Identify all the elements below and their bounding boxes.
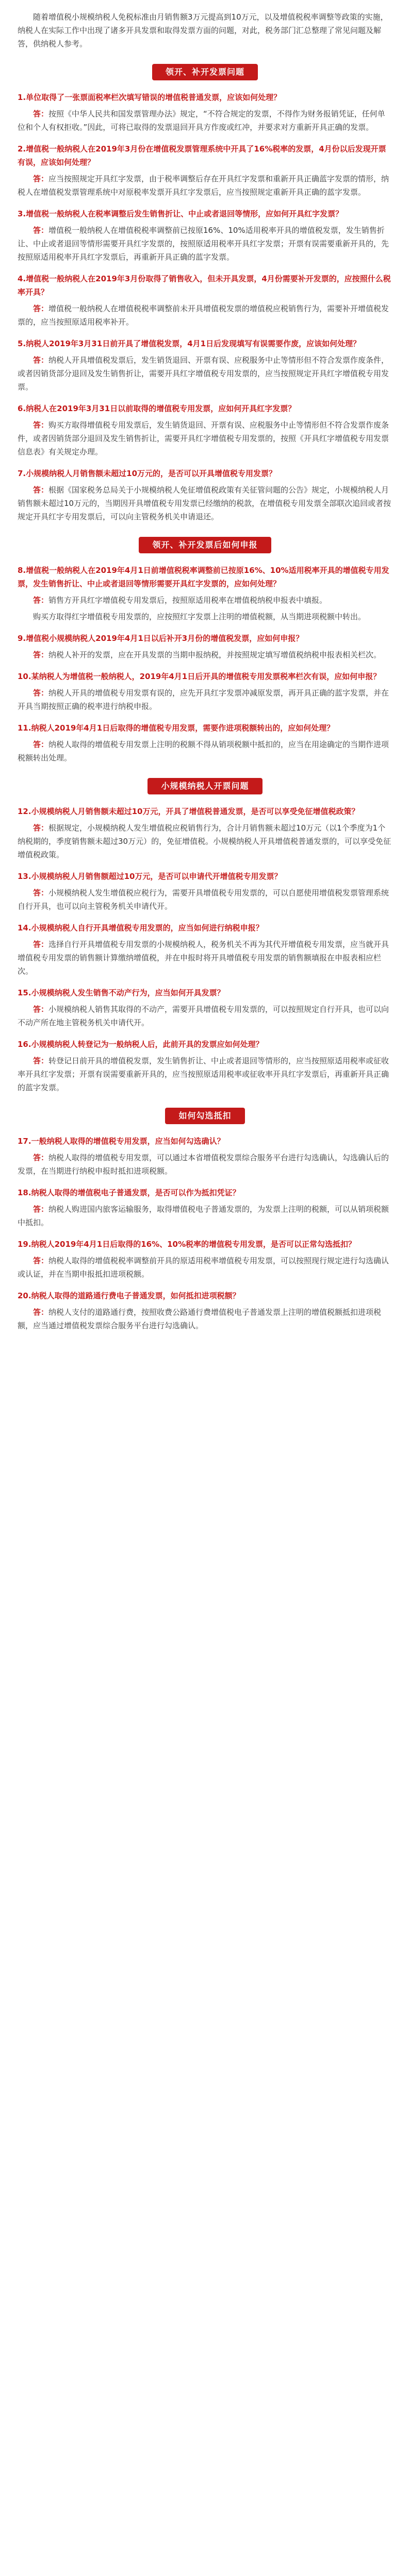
qa-item: [18, 1134, 392, 1178]
question: 8.增值税一般纳税人在2019年4月1日前增值税税率调整前已按原16%、10%适用税率开具的增值税专用发票，发生销售折让、中止或者退回等情形需要开具红字发票的，应如何处理？: [18, 566, 389, 588]
answer-paragraph: 答：增值税一般纳税人在增值税税率调整前已按原16%、10%适用税率开具的增值税发票，发生销售折让、中止或者退回等情形需要开具红字发票的，按照原适用税率开具红字发票；开票有误需要重新开具的，先按照原适用税率开具红字发票后，再重新开具正确的蓝字发票。: [18, 226, 389, 262]
question: 10.某纳税人为增值税一般纳税人，2019年4月1日后开具的增值税专用发票税率栏次有误，应如何申报？: [18, 672, 381, 681]
answer-label: 答：: [33, 1205, 49, 1214]
answer-paragraph: 答：选择自行开具增值税专用发票的小规模纳税人，税务机关不再为其代开增值税专用发票，应当就开具增值税专用发票的销售额计算缴纳增值税，并在申报时将开具增值税专用发票的销售额填报在申报表相应栏次。: [18, 940, 389, 976]
qa-item: [18, 272, 392, 329]
answer-label: 答：: [33, 1256, 49, 1265]
qa-item: [18, 632, 392, 662]
qa-item: [18, 207, 392, 264]
qa-item: [18, 402, 392, 459]
qa-item: [18, 337, 392, 394]
question: 6.纳税人在2019年3月31日以前取得的增值税专用发票，应如何开具红字发票？: [18, 404, 296, 413]
answer-paragraph: 答：转登记日前开具的增值税发票，发生销售折让、中止或者退回等情形的，应当按照原适用税率或征收率开具红字发票；开票有误需要重新开具的，应当按照原适用税率或征收率开具红字发票后，再重新开具正确的蓝字发票。: [18, 1056, 389, 1092]
question: 14.小规模纳税人自行开具增值税专用发票的，应当如何进行纳税申报？: [18, 923, 264, 933]
section-title: 领开、补开发票问题: [152, 64, 258, 80]
qa-item: [18, 986, 392, 1029]
answer-paragraph: 答：纳税人支付的道路通行费，按照收费公路通行费增值税电子普通发票上注明的增值税额抵扣进项税额，应当通过增值税发票综合服务平台进行勾选确认。: [18, 1308, 382, 1330]
intro-paragraph: 随着增值税小规模纳税人免税标准由月销售额3万元提高到10万元，以及增值税税率调整等政策的实施，纳税人在实际工作中出现了诸多开具发票和取得发票方面的问题，对此，税务部门汇总整理了常见问题及解答，供纳税人参考。: [18, 12, 388, 48]
answer-paragraph: 答：根据《国家税务总局关于小规模纳税人免征增值税政策有关征管问题的公告》规定，小规模纳税人月销售额未超过10万元的，当期因开具增值税专用发票已经缴纳的税款，在增值税专用发票全部联次追回或者按规定开具红字专用发票后，可以向主管税务机关申请退还。: [18, 485, 391, 521]
answer-label: 答：: [33, 823, 49, 833]
question: 15.小规模纳税人发生销售不动产行为，应当如何开具发票？: [18, 988, 225, 997]
answer-paragraph: 答：纳税人取得的增值税专用发票，可以通过本省增值税发票综合服务平台进行勾选确认，勾选确认后的发票，在当期进行纳税申报时抵扣进项税额。: [18, 1153, 389, 1176]
question: 20.纳税人取得的道路通行费电子普通发票，如何抵扣进项税额？: [18, 1291, 240, 1300]
question: 19.纳税人2019年4月1日后取得的16%、10%税率的增值税专用发票，是否可以正常勾选抵扣？: [18, 1240, 356, 1249]
answer-label: 答：: [33, 355, 49, 365]
answer-label: 答：: [33, 1056, 49, 1065]
section-banner-wrap: [18, 1108, 392, 1124]
question: 5.纳税人2019年3月31日前开具了增值税发票，4月1日后发现填写有误需要作废，应该如何处理？: [18, 339, 361, 348]
answer-paragraph: 答：按照《中华人民共和国发票管理办法》规定，“不符合规定的发票，不得作为财务报销凭证，任何单位和个人有权拒收。”因此，可将已取得的发票退回开具方作废或红冲，并要求对方重新开具正确的发票。: [18, 109, 385, 132]
question: 1.单位取得了一张票面税率栏次填写错误的增值税普通发票，应该如何处理？: [18, 93, 282, 102]
question: 18.纳税人取得的增值税电子普通发票，是否可以作为抵扣凭证？: [18, 1188, 240, 1197]
answer-paragraph: 答：销售方开具红字增值税专用发票后，按照原适用税率在增值税纳税申报表中填报。: [33, 596, 327, 605]
qa-item: [18, 805, 392, 861]
answer-paragraph: 答：纳税人取得的增值税专用发票上注明的税额不得从销项税额中抵扣的，应当在用途确定的当期作进项税额转出处理。: [18, 740, 389, 762]
section-banner-wrap: [18, 64, 392, 80]
answer-label: 答：: [33, 688, 49, 698]
answer-paragraph: 答：小规模纳税人发生增值税应税行为，需要开具增值税专用发票的，可以自愿使用增值税发票管理系统自行开具，也可以向主管税务机关申请代开。: [18, 888, 389, 911]
qa-sections: [18, 64, 392, 1332]
qa-item: [18, 1186, 392, 1229]
answer-label: 答：: [33, 109, 49, 118]
answer-label: 答：: [33, 740, 49, 749]
qa-item: [18, 1238, 392, 1281]
question: 2.增值税一般纳税人在2019年3月份在增值税发票管理系统中开具了16%税率的发票，4月份以后发现开票有误，应该如何处理？: [18, 144, 386, 167]
answer-label: 答：: [33, 226, 49, 235]
answer-paragraph: 答：纳税人开具增值税发票后，发生销货退回、开票有误、应税服务中止等情形但不符合发票作废条件，或者因销货部分退回及发生销售折让，需要开具红字增值税专用发票的，应当按照规定开具红字增值税专用发票。: [18, 355, 389, 392]
qa-item: [18, 1038, 392, 1094]
answer-label: 答：: [33, 174, 49, 183]
answer-paragraph: 答：根据规定，小规模纳税人发生增值税应税销售行为，合计月销售额未超过10万元（以1个季度为1个纳税期的，季度销售额未超过30万元）的，免征增值税。小规模纳税人开具增值税普通发票的，可以享受免征增值税政策。: [18, 823, 391, 859]
question: 12.小规模纳税人月销售额未超过10万元，开具了增值税普通发票，是否可以享受免征增值税政策？: [18, 807, 359, 816]
section-banner-wrap: [18, 537, 392, 553]
answer-paragraph: 答：小规模纳税人销售其取得的不动产，需要开具增值税专用发票的，可以按照规定自行开具，也可以向不动产所在地主管税务机关申请代开。: [18, 1005, 389, 1027]
qa-item: [18, 921, 392, 978]
question: 11.纳税人2019年4月1日后取得的增值税专用发票，需要作进项税额转出的，应如何处理？: [18, 723, 335, 733]
answer-label: 答：: [33, 650, 49, 659]
answer-paragraph: 答：纳税人开具的增值税专用发票有误的，应先开具红字发票冲减原发票，再开具正确的蓝字发票，并在开具当期按照正确的税率进行纳税申报。: [18, 688, 389, 711]
qa-item: [18, 1289, 392, 1332]
answer-label: 答：: [33, 596, 49, 605]
question: 3.增值税一般纳税人在税率调整后发生销售折让、中止或者退回等情形，应如何开具红字发票？: [18, 209, 343, 218]
answer-paragraph: 答：购买方取得增值税专用发票后，发生销货退回、开票有误、应税服务中止等情形但不符合发票作废条件，或者因销货部分退回及发生销售折让，需要开具红字增值税专用发票的，按照《开具红字增值税专用发票信息表》有关规定办理。: [18, 420, 389, 456]
qa-item: [18, 467, 392, 523]
answer-paragraph: 购买方取得红字增值税专用发票的，应按照红字发票上注明的增值税额，从当期进项税额中转出。: [33, 612, 366, 621]
section-title: 如何勾选抵扣: [165, 1108, 244, 1124]
qa-item: [18, 721, 392, 765]
answer-label: 答：: [33, 1308, 49, 1317]
answer-paragraph: 答：纳税人补开的发票，应在开具发票的当期申报纳税，并按照规定填写增值税纳税申报表相关栏次。: [33, 650, 382, 659]
qa-item: [18, 564, 392, 623]
answer-paragraph: 答：纳税人购进国内旅客运输服务，取得增值税电子普通发票的，为发票上注明的税额，可以从销项税额中抵扣。: [18, 1205, 389, 1227]
answer-paragraph: 答：纳税人取得的增值税税率调整前开具的原适用税率增值税专用发票，可以按照现行规定进行勾选确认或认证，并在当期申报抵扣进项税额。: [18, 1256, 389, 1279]
qa-item: [18, 91, 392, 134]
answer-label: 答：: [33, 304, 49, 313]
question: 7.小规模纳税人月销售额未超过10万元的，是否可以开具增值税专用发票？: [18, 469, 277, 478]
answer-label: 答：: [33, 1153, 49, 1162]
section-banner-wrap: [18, 778, 392, 794]
answer-label: 答：: [33, 485, 49, 495]
qa-item: [18, 670, 392, 713]
answer-label: 答：: [33, 888, 49, 897]
section-title: 小规模纳税人开票问题: [147, 778, 262, 794]
answer-label: 答：: [33, 940, 49, 949]
qa-item: [18, 142, 392, 199]
question: 4.增值税一般纳税人在2019年3月份取得了销售收入，但未开具发票，4月份需要补开发票的，应按照什么税率开具？: [18, 274, 391, 297]
qa-item: [18, 870, 392, 913]
question: 16.小规模纳税人转登记为一般纳税人后，此前开具的发票应如何处理？: [18, 1040, 264, 1049]
answer-label: 答：: [33, 420, 49, 430]
answer-label: 答：: [33, 1005, 49, 1014]
question: 13.小规模纳税人月销售额超过10万元，是否可以申请代开增值税专用发票？: [18, 872, 282, 881]
answer-paragraph: 答：应当按照规定开具红字发票，由于税率调整后存在开具红字发票和重新开具正确蓝字发票的情形，纳税人在增值税发票管理系统中对原税率发票开具红字发票后，应当按照规定重新开具正确的蓝字发票。: [18, 174, 389, 197]
question: 9.增值税小规模纳税人2019年4月1日以后补开3月份的增值税发票，应如何申报？: [18, 634, 304, 643]
question: 17.一般纳税人取得的增值税专用发票，应当如何勾选确认？: [18, 1137, 225, 1146]
answer-paragraph: 答：增值税一般纳税人在增值税税率调整前未开具增值税发票的增值税应税销售行为，需要补开增值税发票的，应当按照原适用税率补开。: [18, 304, 389, 327]
section-title: 领开、补开发票后如何申报: [139, 537, 271, 553]
